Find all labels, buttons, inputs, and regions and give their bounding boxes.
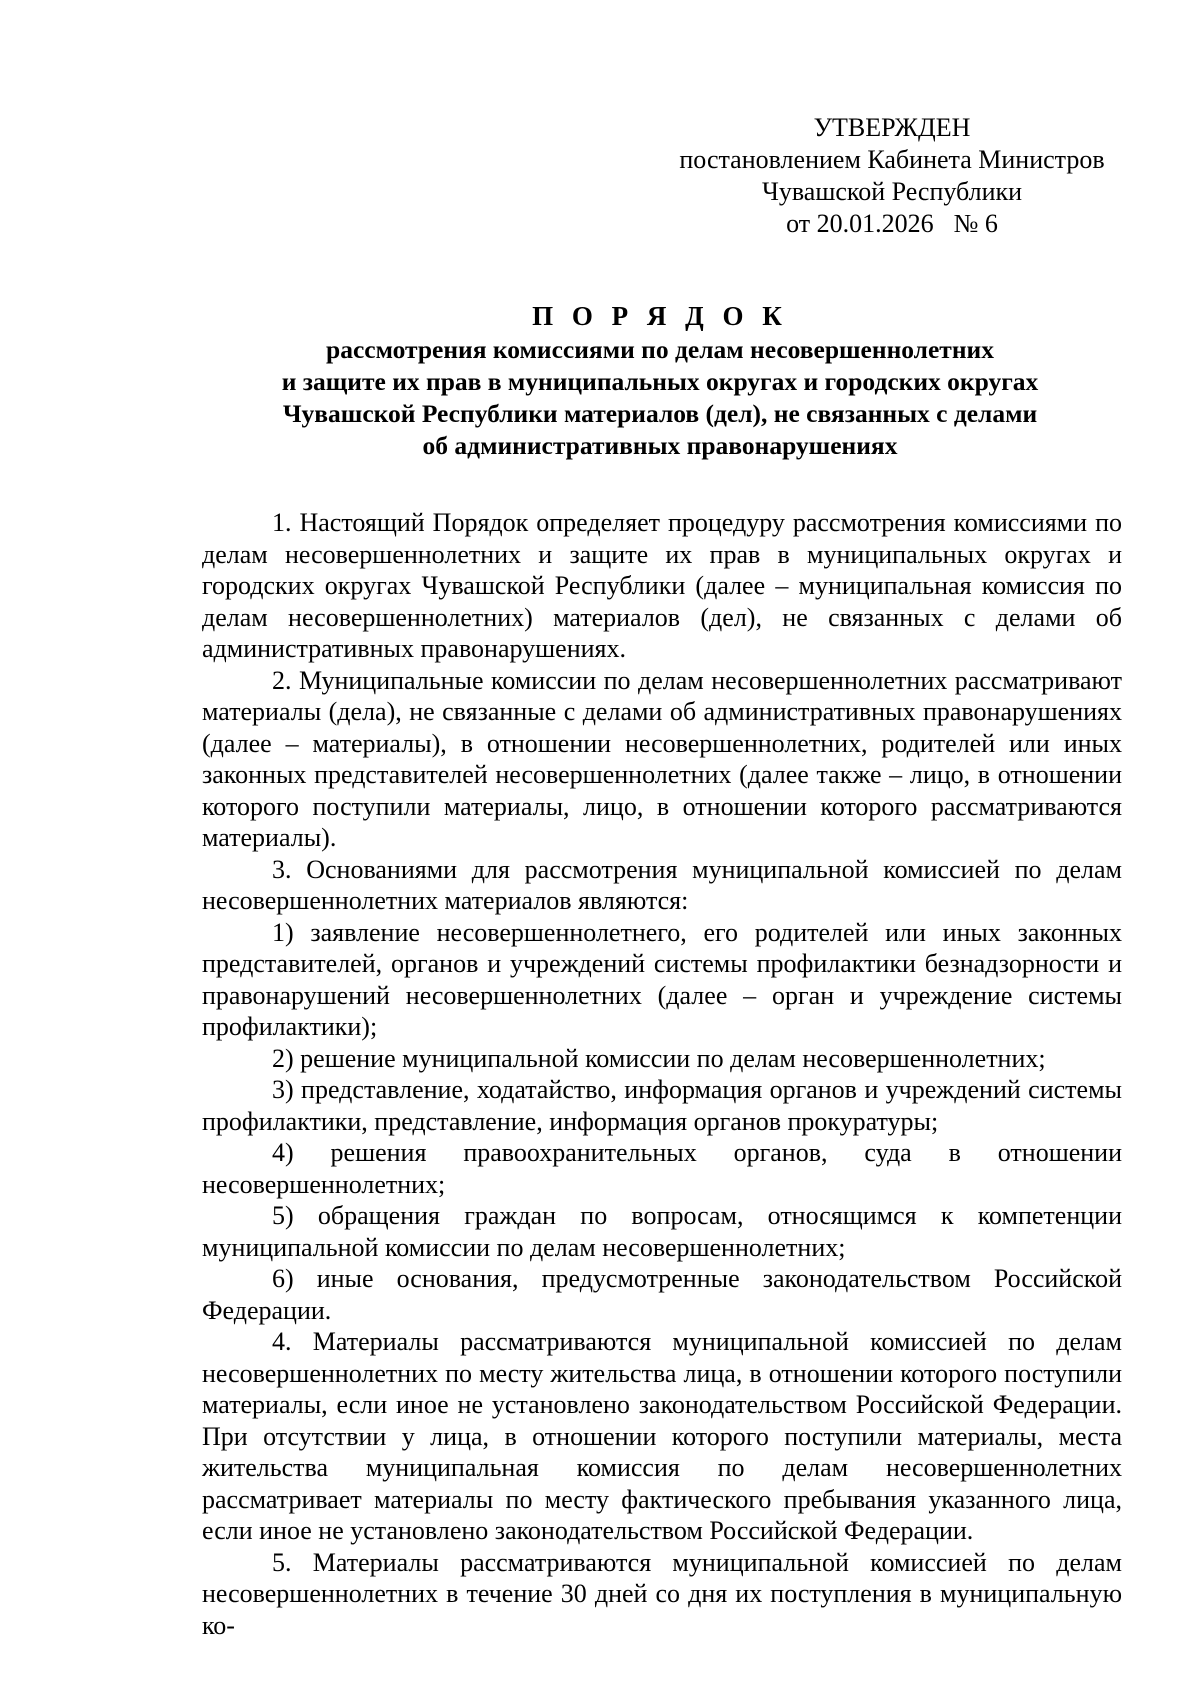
list-item-5: 5) обращения граждан по вопросам, относящимся к компетенции муниципальной комиссии по делам несовершеннолетних; [202, 1201, 1122, 1262]
approval-number: № 6 [953, 209, 998, 238]
paragraph-5: 5. Материалы рассматриваются муниципальной комиссией по делам несовершеннолетних в течение 30 дней со дня их поступления в муниципальную ко- [202, 1547, 1122, 1640]
approval-date-line [672, 208, 1112, 240]
title-word: П О Р Я Д О К [532, 301, 788, 331]
paragraph-2: 2. Муниципальные комиссии по делам несовершеннолетних рассматривают материалы (дела), не связанные с делами об административных правонарушениях (далее – материалы), в отношении несовершеннолетних, родителей или иных законных представителей несовершеннолетних (далее также – лицо, в отношении которого поступили материалы, лицо, в отношении которого рассматриваются материалы). [202, 665, 1122, 852]
approval-issuer: постановлением Кабинета Министров [679, 145, 1105, 174]
list-item-1: 1) заявление несовершеннолетнего, его родителей или иных законных представителей, органов и учреждений системы профилактики безнадзорности и правонарушений несовершеннолетних (далее – орган и учреждение системы профилактики); [202, 917, 1122, 1041]
document-title [200, 300, 1120, 462]
paragraph-3: 3. Основаниями для рассмотрения муниципальной комиссией по делам несовершеннолетних материалов являются: [202, 854, 1122, 915]
title-line-1: рассмотрения комиссиями по делам несовершеннолетних [326, 335, 994, 364]
list-item-6: 6) иные основания, предусмотренные законодательством Российской Федерации. [202, 1264, 1122, 1325]
approval-date: от 20.01.2026 [786, 209, 934, 238]
approval-region: Чувашской Республики [761, 177, 1023, 206]
paragraph-4: 4. Материалы рассматриваются муниципальной комиссией по делам несовершеннолетних по месту жительства лица, в отношении которого поступили материалы, если иное не установлено законодательством Российской Федерации. При отсутствии у лица, в отношении которого поступили материалы, места жительства муниципальная комиссия по делам несовершеннолетних рассматривает материалы по месту фактического пребывания указанного лица, если иное не установлено законодательством Российской Федерации. [202, 1327, 1122, 1545]
approval-heading: УТВЕРЖДЕН [813, 113, 971, 142]
paragraph-1: 1. Настоящий Порядок определяет процедуру рассмотрения комиссиями по делам несовершеннолетних и защите их прав в муниципальных округах и городских округах Чувашской Республики (далее – муниципальная комиссия по делам несовершеннолетних) материалов (дел), не связанных с делами об административных правонарушениях. [202, 508, 1122, 663]
list-item-4: 4) решения правоохранительных органов, суда в отношении несовершеннолетних; [202, 1138, 1122, 1199]
list-item-3: 3) представление, ходатайство, информация органов и учреждений системы профилактики, представление, информация органов прокуратуры; [202, 1075, 1122, 1136]
approval-stamp [672, 112, 1112, 240]
document-body [202, 507, 1122, 1641]
list-item-2: 2) решение муниципальной комиссии по делам несовершеннолетних; [272, 1043, 1046, 1073]
title-line-4: об административных правонарушениях [422, 431, 898, 460]
title-line-2: и защите их прав в муниципальных округах и городских округах [281, 367, 1039, 396]
title-line-3: Чувашской Республики материалов (дел), не связанных с делами [282, 399, 1038, 428]
